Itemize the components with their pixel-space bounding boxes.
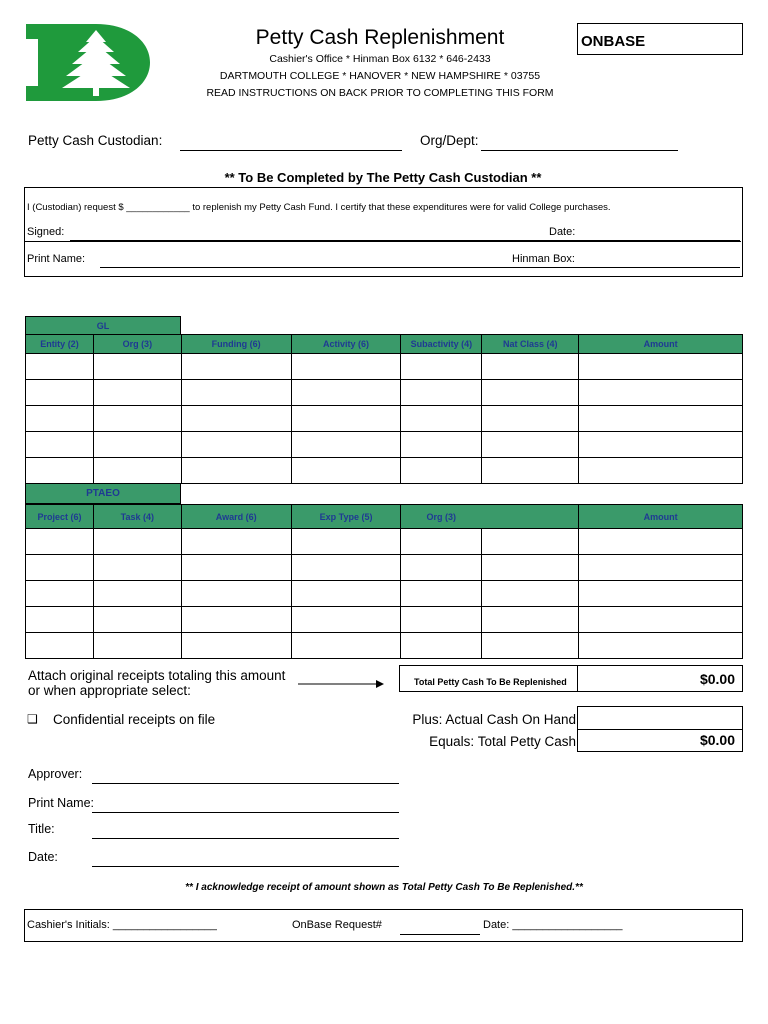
table-cell[interactable] (579, 406, 743, 432)
confidential-label: Confidential receipts on file (53, 712, 216, 727)
ptaeo-col-header: Org (3) (401, 505, 579, 529)
hinman-label: Hinman Box: (512, 253, 575, 265)
table-cell[interactable] (291, 633, 401, 659)
table-cell[interactable] (579, 458, 743, 484)
table-cell[interactable] (401, 406, 482, 432)
gl-col-header: Activity (6) (291, 335, 401, 354)
table-row (26, 607, 743, 633)
ptaeo-col-header: Project (6) (26, 505, 94, 529)
table-cell[interactable] (482, 607, 579, 633)
table-cell[interactable] (26, 607, 94, 633)
table-cell[interactable] (26, 432, 94, 458)
approver-date-field[interactable] (92, 866, 399, 867)
arrow-icon (298, 676, 384, 694)
table-cell[interactable] (291, 458, 401, 484)
table-cell[interactable] (26, 458, 94, 484)
cashier-box (24, 909, 743, 942)
table-cell[interactable] (181, 633, 291, 659)
total-petty-cash-value: $0.00 (699, 732, 735, 748)
table-cell[interactable] (482, 555, 579, 581)
table-cell[interactable] (93, 380, 181, 406)
ptaeo-label: PTAEO (25, 483, 181, 504)
table-cell[interactable] (26, 380, 94, 406)
total-replenished-value: $0.00 (699, 671, 735, 687)
section-title: ** To Be Completed by The Petty Cash Custodian ** (224, 170, 542, 185)
table-cell[interactable] (401, 581, 482, 607)
table-row (26, 555, 743, 581)
table-cell[interactable] (291, 529, 401, 555)
signed-label: Signed: (27, 226, 65, 238)
table-cell[interactable] (181, 432, 291, 458)
table-cell[interactable] (93, 555, 181, 581)
org-dept-field[interactable] (481, 150, 678, 151)
table-cell[interactable] (291, 354, 401, 380)
ptaeo-header-row (26, 505, 743, 529)
table-cell[interactable] (579, 380, 743, 406)
table-cell[interactable] (181, 529, 291, 555)
table-cell[interactable] (93, 406, 181, 432)
table-row (26, 633, 743, 659)
request-statement: I (Custodian) request $ ____________ to replenish my Petty Cash Fund. I certify that these expenditures were for valid College purchases. (27, 202, 611, 213)
table-cell[interactable] (401, 555, 482, 581)
table-cell[interactable] (181, 555, 291, 581)
table-cell[interactable] (291, 581, 401, 607)
table-cell[interactable] (181, 380, 291, 406)
approver-date-label: Date: (28, 850, 58, 864)
onbase-box (577, 23, 743, 55)
custodian-field[interactable] (180, 150, 402, 151)
table-cell[interactable] (401, 633, 482, 659)
table-cell[interactable] (401, 529, 482, 555)
table-cell[interactable] (482, 529, 579, 555)
table-cell[interactable] (93, 607, 181, 633)
table-cell[interactable] (579, 529, 743, 555)
gl-col-header: Amount (579, 335, 743, 354)
cashier-initials: Cashier's Initials: _________________ (27, 919, 217, 931)
table-cell[interactable] (482, 380, 579, 406)
table-cell[interactable] (181, 458, 291, 484)
total-petty-cash-box (577, 729, 743, 752)
ptaeo-col-header: Award (6) (181, 505, 291, 529)
table-cell[interactable] (291, 432, 401, 458)
org-dept-label: Org/Dept: (420, 133, 479, 148)
table-cell[interactable] (291, 406, 401, 432)
acknowledge-text: ** I acknowledge receipt of amount shown as Total Petty Cash To Be Replenished.** (185, 882, 583, 893)
custodian-label: Petty Cash Custodian: (28, 133, 163, 148)
onbase-label: ONBASE (581, 33, 646, 50)
total-replenished-label-box (399, 665, 578, 692)
table-cell[interactable] (401, 607, 482, 633)
ptaeo-col-header: Amount (579, 505, 743, 529)
gl-col-header: Org (3) (93, 335, 181, 354)
equals-total-label: Equals: Total Petty Cash (429, 734, 576, 749)
cashier-office-line: Cashier's Office * Hinman Box 6132 * 646-2433 (269, 53, 491, 65)
table-row (26, 354, 743, 380)
approver-field[interactable] (92, 783, 399, 784)
dartmouth-logo (26, 24, 150, 101)
table-row (26, 406, 743, 432)
total-replenished-value-box (577, 665, 743, 692)
table-cell[interactable] (26, 581, 94, 607)
table-cell[interactable] (93, 529, 181, 555)
attach-receipts-line2: or when appropriate select: (28, 683, 191, 698)
table-cell[interactable] (579, 354, 743, 380)
gl-label: GL (25, 316, 181, 334)
table-cell[interactable] (93, 458, 181, 484)
cashier-date: Date: __________________ (483, 919, 623, 931)
onbase-request-field[interactable] (400, 934, 480, 935)
table-cell[interactable] (26, 354, 94, 380)
table-row (26, 458, 743, 484)
request-divider (25, 241, 741, 242)
table-cell[interactable] (482, 432, 579, 458)
table-row (26, 432, 743, 458)
approver-print-name-field[interactable] (92, 812, 399, 813)
attach-receipts-line1: Attach original receipts totaling this amount (28, 668, 286, 683)
confidential-checkbox[interactable]: ❑ (27, 712, 38, 726)
table-cell[interactable] (181, 581, 291, 607)
table-cell[interactable] (291, 380, 401, 406)
request-box (24, 187, 743, 277)
pine-tree-icon (26, 24, 150, 101)
gl-col-header: Subactivity (4) (401, 335, 482, 354)
table-cell[interactable] (181, 354, 291, 380)
table-row (26, 581, 743, 607)
table-row (26, 529, 743, 555)
table-cell[interactable] (26, 529, 94, 555)
approver-title-label: Title: (28, 822, 55, 836)
table-cell[interactable] (401, 380, 482, 406)
table-cell[interactable] (401, 432, 482, 458)
table-cell[interactable] (291, 555, 401, 581)
gl-col-header: Funding (6) (181, 335, 291, 354)
table-cell[interactable] (93, 633, 181, 659)
table-cell[interactable] (579, 432, 743, 458)
table-cell[interactable] (93, 432, 181, 458)
total-replenished-label: Total Petty Cash To Be Replenished (414, 677, 567, 687)
gl-col-header: Nat Class (4) (482, 335, 579, 354)
gl-table (25, 334, 743, 484)
approver-label: Approver: (28, 767, 83, 781)
cash-on-hand-box[interactable] (577, 706, 743, 730)
table-cell[interactable] (93, 581, 181, 607)
gl-header-row (26, 335, 743, 354)
table-cell[interactable] (181, 607, 291, 633)
form-title: Petty Cash Replenishment (255, 26, 505, 49)
gl-col-header: Entity (2) (26, 335, 94, 354)
table-cell[interactable] (291, 607, 401, 633)
college-address-line: DARTMOUTH COLLEGE * HANOVER * NEW HAMPSHIRE * 03755 (219, 70, 541, 82)
table-cell[interactable] (181, 406, 291, 432)
onbase-request-label: OnBase Request# (292, 919, 382, 931)
table-cell[interactable] (401, 354, 482, 380)
table-cell[interactable] (579, 607, 743, 633)
table-cell[interactable] (93, 354, 181, 380)
approver-title-field[interactable] (92, 838, 399, 839)
table-cell[interactable] (482, 406, 579, 432)
table-cell[interactable] (26, 555, 94, 581)
ptaeo-table (25, 504, 743, 659)
table-cell[interactable] (579, 555, 743, 581)
table-cell[interactable] (482, 633, 579, 659)
ptaeo-col-header: Task (4) (93, 505, 181, 529)
table-row (26, 380, 743, 406)
table-cell[interactable] (26, 633, 94, 659)
approver-print-name-label: Print Name: (28, 796, 94, 810)
date-label: Date: (549, 226, 576, 238)
print-name-label: Print Name: (27, 253, 86, 265)
table-cell[interactable] (579, 581, 743, 607)
table-cell[interactable] (482, 354, 579, 380)
table-cell[interactable] (482, 581, 579, 607)
table-cell[interactable] (26, 406, 94, 432)
table-cell[interactable] (579, 633, 743, 659)
table-cell[interactable] (482, 458, 579, 484)
ptaeo-col-header: Exp Type (5) (291, 505, 401, 529)
instructions-line: READ INSTRUCTIONS ON BACK PRIOR TO COMPLETING THIS FORM (206, 87, 554, 99)
plus-cash-label: Plus: Actual Cash On Hand (412, 712, 576, 727)
print-name-field[interactable] (100, 267, 740, 268)
table-cell[interactable] (401, 458, 482, 484)
